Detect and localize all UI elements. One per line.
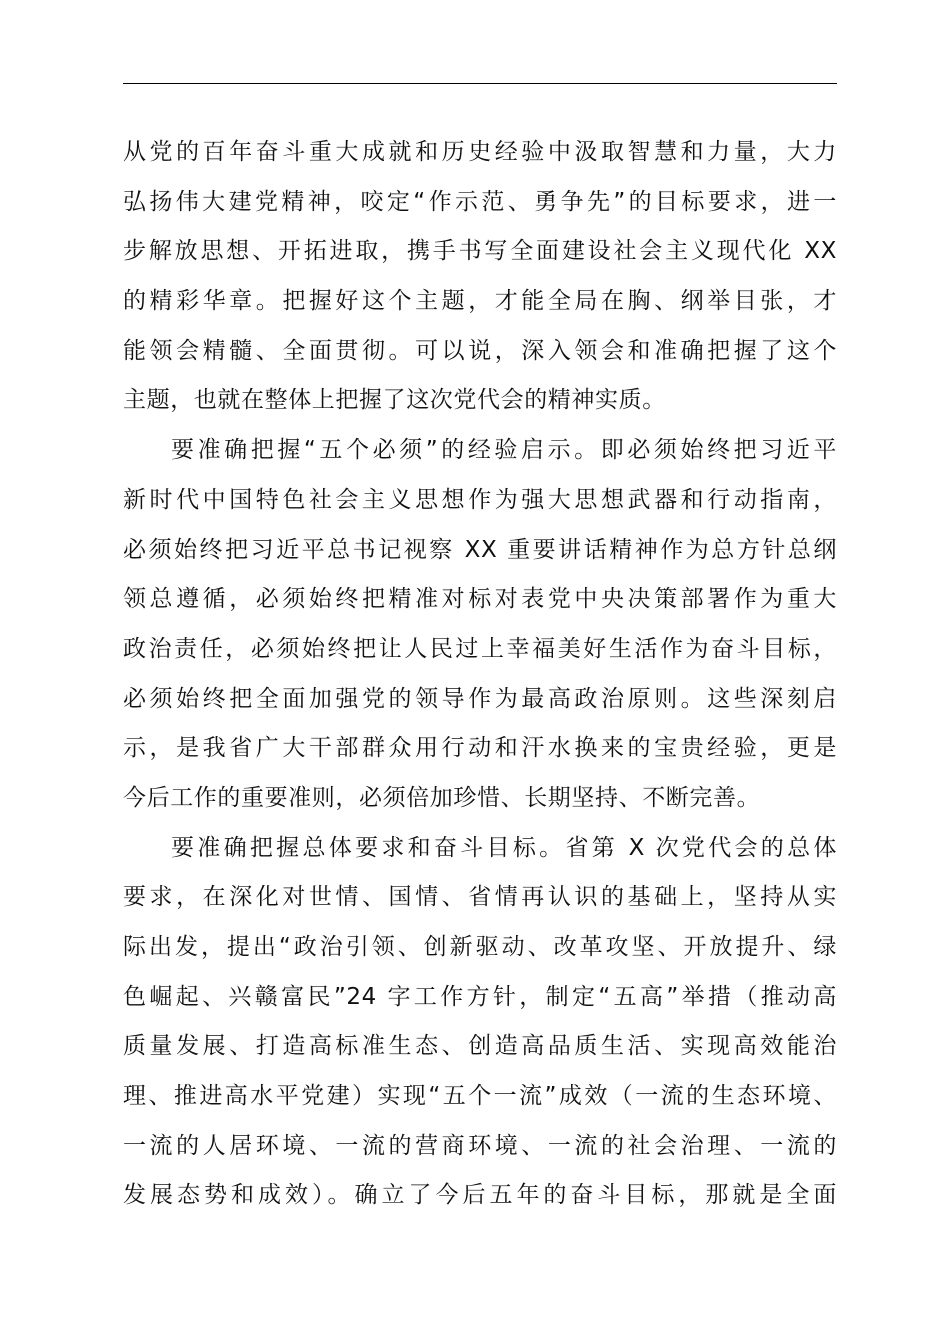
text-line: 色崛起、兴赣富民”24 字工作方针，制定“五高”举措（推动高 (123, 983, 837, 1010)
text-line: 理、推进高水平党建）实现“五个一流”成效（一流的生态环境、 (123, 1083, 837, 1110)
paragraph-start-line: 要准确把握“五个必须”的经验启示。即必须始终把习近平 (171, 437, 837, 464)
text-line: 今后工作的重要准则，必须倍加珍惜、长期坚持、不断完善。 (123, 784, 761, 811)
text-line: 新时代中国特色社会主义思想作为强大思想武器和行动指南， (123, 486, 837, 513)
text-line: 步解放思想、开拓进取，携手书写全面建设社会主义现代化 XX (123, 238, 837, 265)
header-rule (123, 83, 837, 84)
text-line: 的精彩华章。把握好这个主题，才能全局在胸、纲举目张，才 (123, 288, 837, 315)
text-line: 必须始终把全面加强党的领导作为最高政治原则。这些深刻启 (123, 685, 837, 712)
paragraph-start-line: 要准确把握总体要求和奋斗目标。省第 X 次党代会的总体 (171, 834, 837, 861)
text-line: 必须始终把习近平总书记视察 XX 重要讲话精神作为总方针总纲 (123, 536, 837, 563)
text-line: 领总遵循，必须始终把精准对标对表党中央决策部署作为重大 (123, 586, 837, 613)
text-line: 从党的百年奋斗重大成就和历史经验中汲取智慧和力量，大力 (123, 139, 837, 165)
document-body (123, 128, 837, 1221)
text-line: 能领会精髓、全面贯彻。可以说，深入领会和准确把握了这个 (123, 337, 837, 364)
text-line: 质量发展、打造高标准生态、创造高品质生活、实现高效能治 (123, 1033, 837, 1060)
text-line: 示，是我省广大干部群众用行动和汗水换来的宝贵经验，更是 (123, 735, 837, 762)
text-line: 主题，也就在整体上把握了这次党代会的精神实质。 (123, 387, 666, 414)
text-line: 政治责任，必须始终把让人民过上幸福美好生活作为奋斗目标， (123, 635, 837, 662)
text-line: 一流的人居环境、一流的营商环境、一流的社会治理、一流的 (123, 1132, 837, 1159)
text-line: 弘扬伟大建党精神，咬定“作示范、勇争先”的目标要求，进一 (123, 188, 837, 215)
text-line: 发展态势和成效）。确立了今后五年的奋斗目标，那就是全面 (123, 1182, 837, 1209)
text-line: 要求，在深化对世情、国情、省情再认识的基础上，坚持从实 (123, 884, 837, 911)
text-line: 际出发，提出“政治引领、创新驱动、改革攻坚、开放提升、绿 (123, 934, 837, 960)
